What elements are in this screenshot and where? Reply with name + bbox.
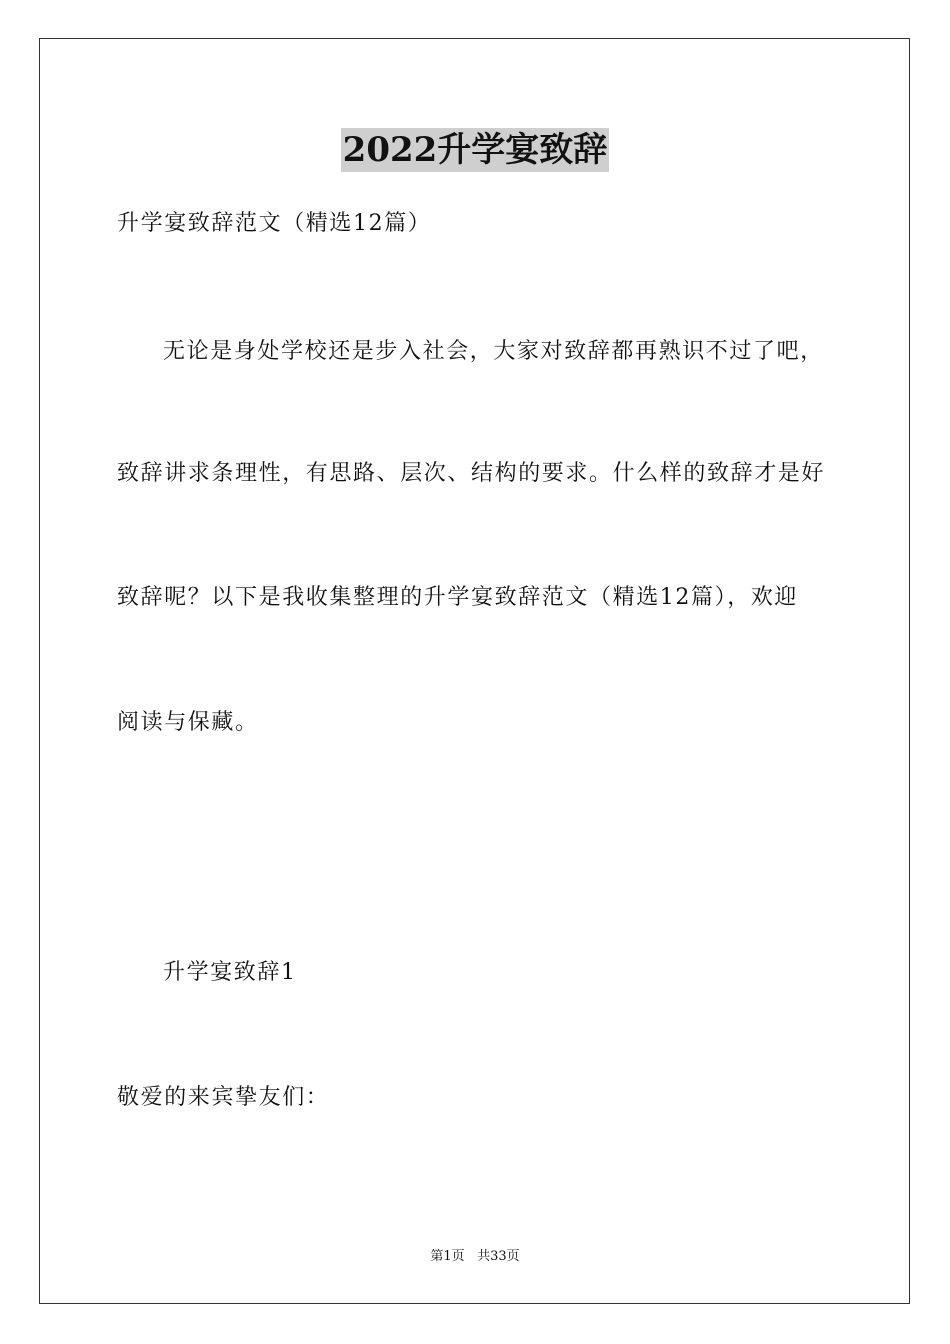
page-number: 第1页	[430, 1249, 465, 1264]
paragraph-line: 致辞讲求条理性，有思路、层次、结构的要求。什么样的致辞才是好	[117, 461, 826, 486]
document-title: 2022升学宴致辞	[342, 130, 608, 170]
document-subtitle: 升学宴致辞范文（精选12篇）	[117, 211, 432, 236]
section-heading: 升学宴致辞1	[163, 960, 297, 985]
paragraph-line: 致辞呢？以下是我收集整理的升学宴致辞范文（精选12篇），欢迎	[117, 585, 798, 610]
page-footer	[0, 1248, 950, 1266]
paragraph-line: 阅读与保藏。	[117, 710, 259, 735]
page-total: 共33页	[477, 1249, 520, 1264]
paragraph-line: 无论是身处学校还是步入社会，大家对致辞都再熟识不过了吧，	[163, 339, 824, 364]
greeting-line: 敬爱的来宾挚友们：	[117, 1085, 330, 1110]
title-container	[0, 128, 950, 172]
